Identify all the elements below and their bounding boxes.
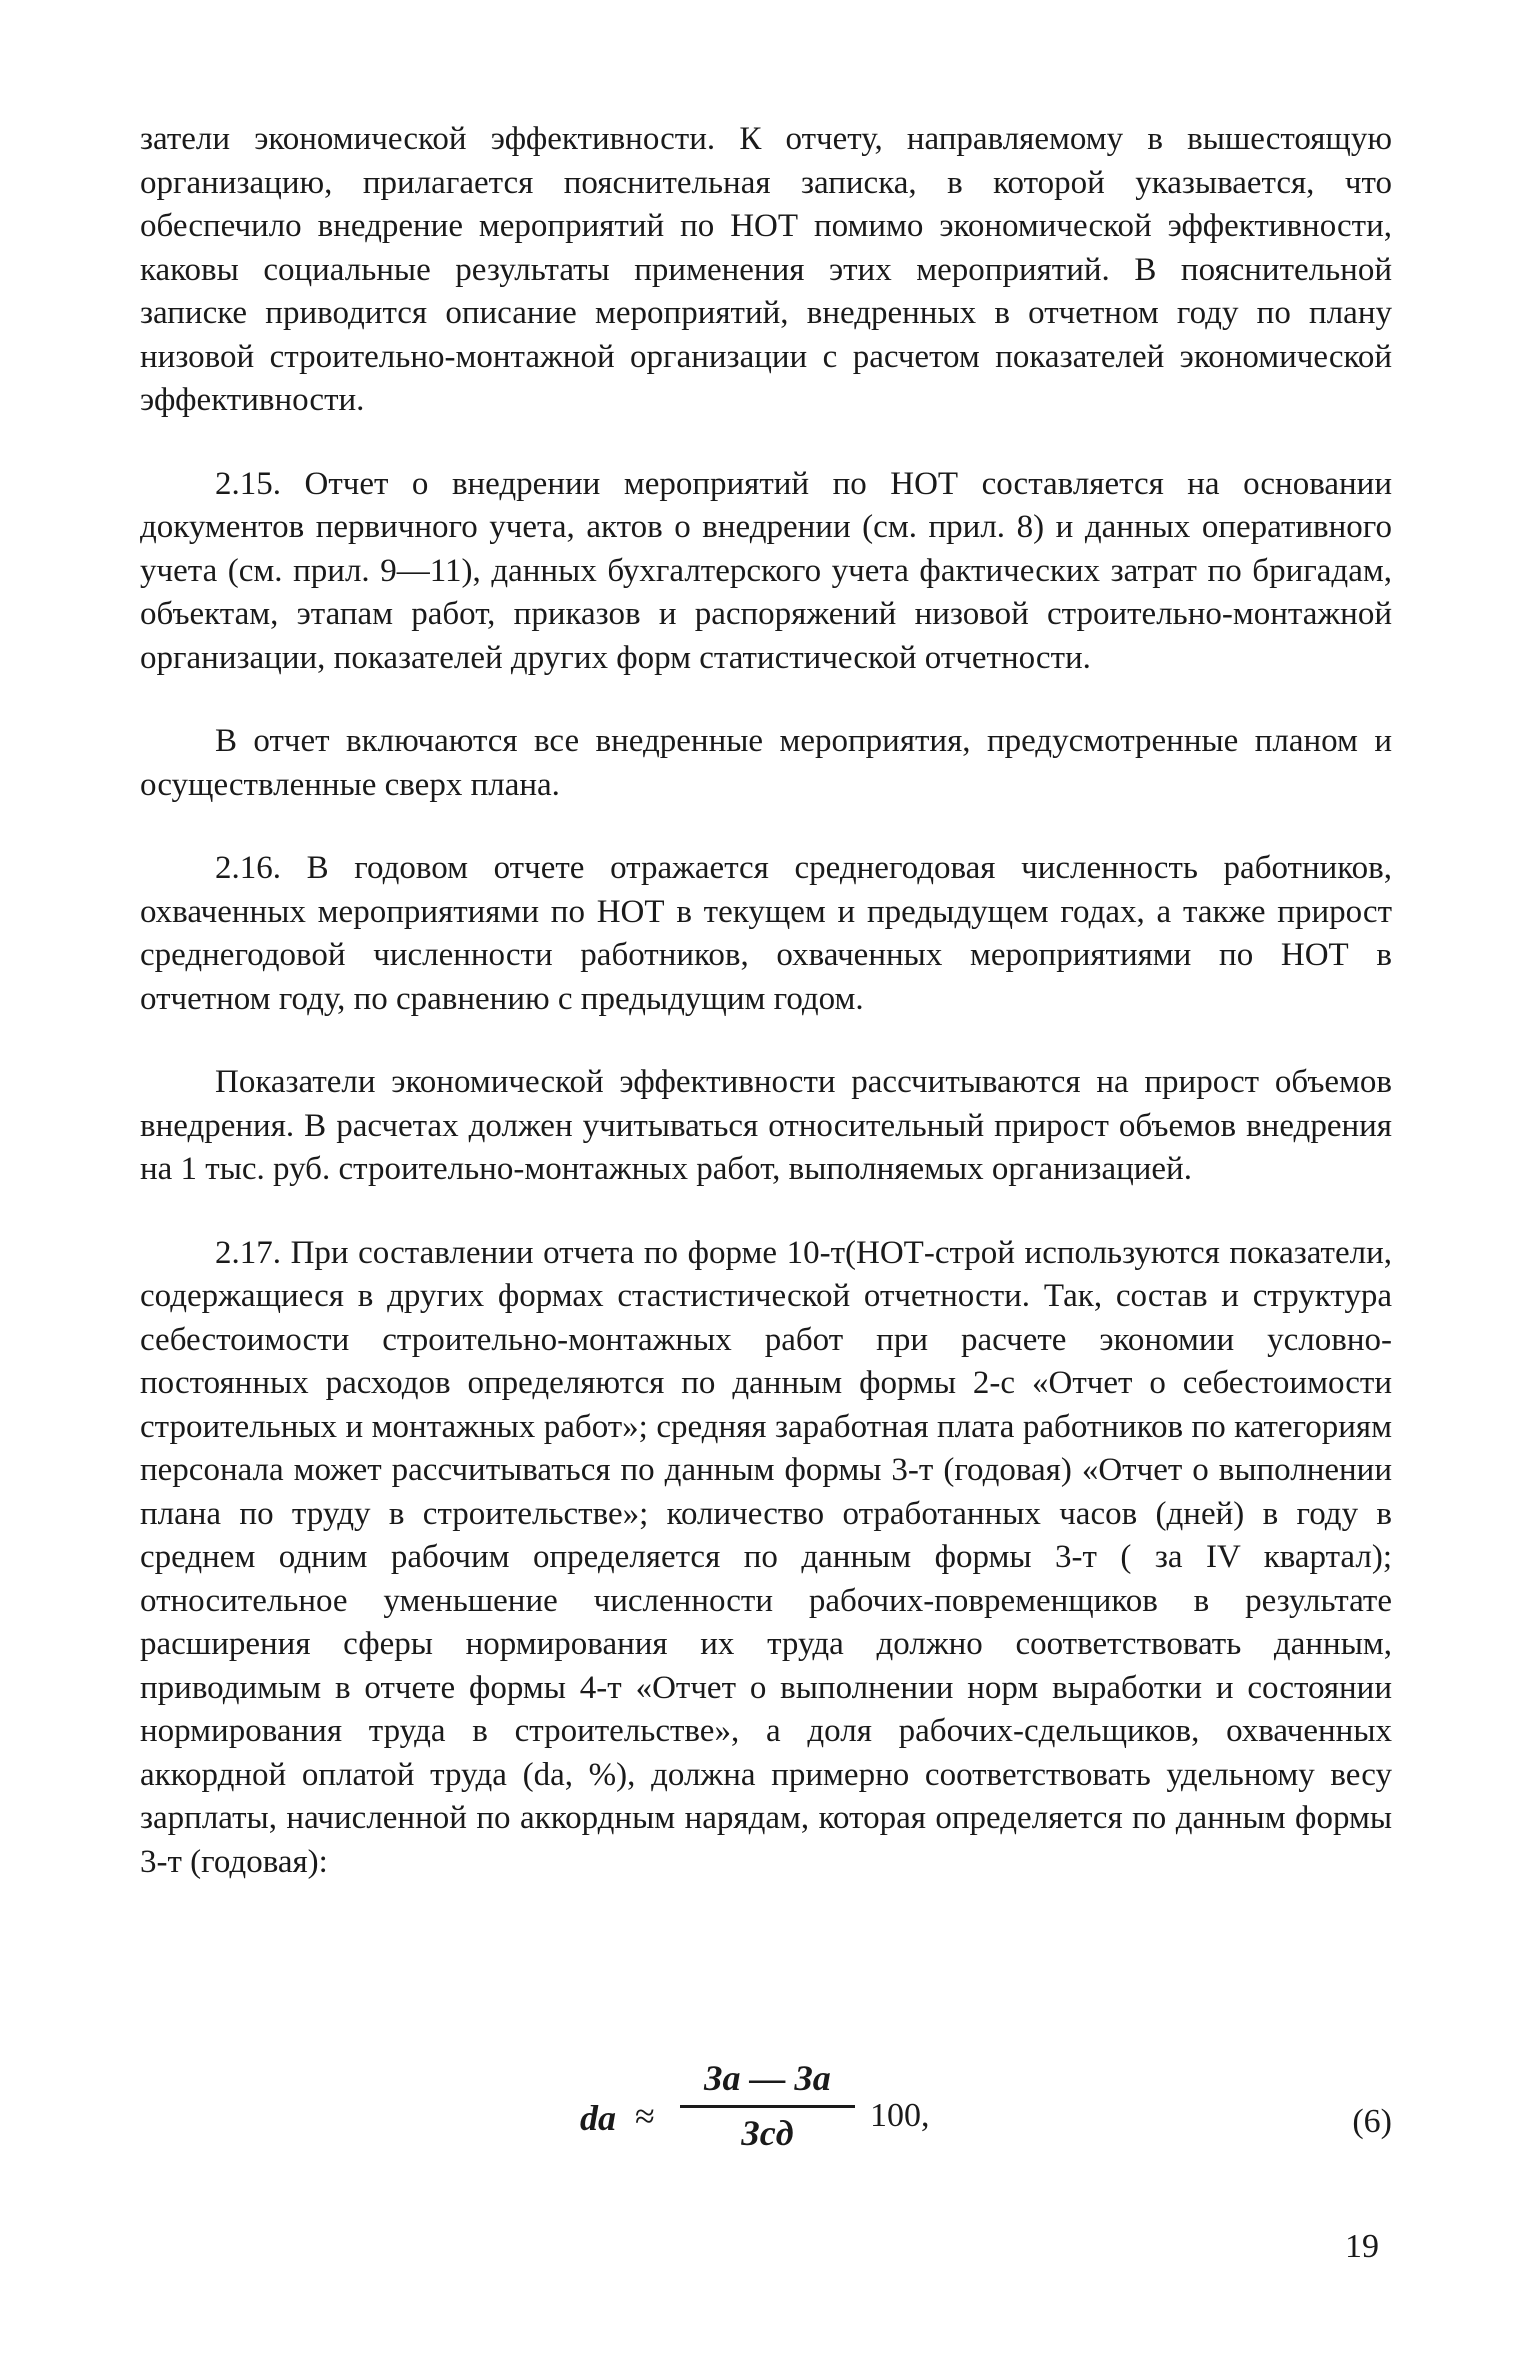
equation-number: (6) <box>1352 2103 1392 2140</box>
formula-multiplier: 100, <box>870 2097 930 2134</box>
formula-approx-sign: ≈ <box>635 2096 655 2136</box>
paragraph-efficiency-indicators: Показатели экономической эффективности рассчитываются на прирост объемов внедрения. В расчетах должен учитываться относительный прирост объемов внедрения на 1 тыс. руб. строительно-монтажных работ, выполняемых организацией. <box>140 1064 1392 1187</box>
paragraph-2-15: 2.15. Отчет о внедрении мероприятий по НОТ составляется на основании документов первичного учета, актов о внедрении (см. прил. 8) и данных оперативного учета (см. прил. 9—11), данных бухгалтерского учета фактических затрат по бригадам, объектам, этапам работ, приказов и распоряжений низовой строительно-монтажной организации, показателей других форм статистической отчетности. <box>140 465 1392 676</box>
fraction-bar <box>680 2105 855 2108</box>
paragraph-2-16: 2.16. В годовом отчете отражается среднегодовая численность работников, охваченных мероприятиями по НОТ в текущем и предыдущем годах, а также прирост среднегодовой численности работников, охваченных мероприятиями по НОТ в отчетном году, по сравнению с предыдущим годом. <box>140 850 1392 1017</box>
formula-lhs: dа <box>580 2098 616 2138</box>
formula-numerator: За — За <box>704 2058 831 2098</box>
paragraph-intro: затели экономической эффективности. К отчету, направляемому в вышестоящую организацию, прилагается пояснительная записка, в которой указывается, что обеспечило внедрение мероприятий по НОТ помимо экономической эффективности, каковы социальные результаты применения этих мероприятий. В пояснительной записке приводится описание мероприятий, внедренных в отчетном году по плану низовой строительно-монтажной организации с расчетом показателей экономической эффективности. <box>140 121 1392 418</box>
paragraph-2-17: 2.17. При составлении отчета по форме 10-т(НОТ-строй используются показатели, содержащиеся в других формах стастистической отчетности. Так, состав и структура себестоимости строительно-монтажных работ при расчете экономии условно-постоянных расходов определяются по данным формы 2-с «Отчет о себестоимости строительных и монтажных работ»; средняя заработная плата работников по категориям персонала может рассчитываться по данным формы 3-т (годовая) «Отчет о выполнении плана по труду в строительстве»; количество отработанных часов (дней) в году в среднем одним рабочим определяется по данным формы 3-т ( за IV квартал); относительное уменьшение численности рабочих-повременщиков в результате расширения сферы нормирования их труда должно соответствовать данным, приводимым в отчете формы 4-т «Отчет о выполнении норм выработки и состоянии нормирования труда в строительстве», а доля рабочих-сдельщиков, охваченных аккордной оплатой труда (dа, %), должна примерно соответствовать удельному весу зарплаты, начисленной по аккордным нарядам, которая определяется по данным формы 3-т (годовая): <box>140 1234 1392 1880</box>
page-number: 19 <box>1345 2228 1379 2265</box>
formula-denominator: Зсд <box>741 2113 794 2153</box>
formula-6 <box>140 2055 1392 2165</box>
paragraph-included-measures: В отчет включаются все внедренные мероприятия, предусмотренные планом и осуществленные сверх плана. <box>140 723 1392 803</box>
document-body <box>140 118 1392 1924</box>
formula-fraction <box>680 2055 855 2156</box>
